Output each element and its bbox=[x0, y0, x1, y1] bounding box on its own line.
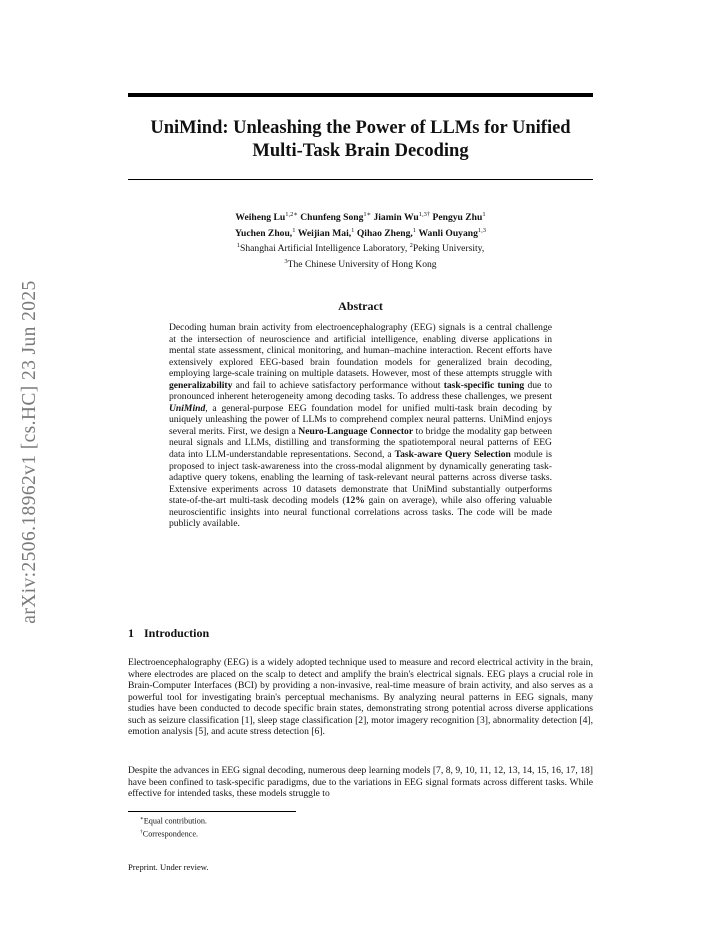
author-affiliation-sup: 1,3 bbox=[477, 226, 487, 234]
author-affiliation-sup: 1 bbox=[412, 226, 417, 234]
footnotes bbox=[140, 814, 207, 839]
abstract-text: and fail to achieve satisfactory performance without bbox=[232, 379, 444, 391]
affiliation-sup: 2 bbox=[409, 242, 413, 250]
affiliation-sup: 1 bbox=[236, 242, 241, 250]
author-note-mark: ∗ bbox=[293, 211, 298, 218]
affiliation-text: Peking University, bbox=[412, 243, 485, 255]
abstract-heading: Abstract bbox=[338, 299, 383, 313]
arxiv-identifier-text: arXiv:2506.18962v1 [cs.HC] 23 Jun 2025 bbox=[19, 280, 40, 624]
author-affiliation-sup: 1,2 bbox=[285, 211, 294, 218]
abstract-text: to bridge the modality gap between neural signals and LLMs, distilling and transforming the spatiotemporal neural patterns of EEG data into LLM-understandable representations. Second, a bbox=[169, 425, 552, 461]
section-title: Introduction bbox=[144, 626, 210, 640]
abstract-emphasis: 12% bbox=[345, 495, 365, 507]
author-line-2 bbox=[128, 225, 593, 241]
footnote-text: Equal contribution. bbox=[143, 816, 207, 826]
author-name: Weiheng Lu bbox=[235, 212, 286, 224]
title-line-1: UniMind: Unleashing the Power of LLMs for Unified bbox=[150, 118, 571, 138]
abstract-text: gain on average), while also offering valuable neuroscientific insights into neural functional correlations across tasks. The code will be made publicly available. bbox=[169, 495, 552, 530]
author-affiliation-sup: 1 bbox=[363, 211, 367, 218]
author-name: Yuchen Zhou, bbox=[234, 227, 293, 239]
title-top-rule bbox=[128, 93, 593, 97]
affiliation-sup: 3 bbox=[284, 258, 288, 266]
author-affiliation-sup: 1,3 bbox=[418, 211, 427, 218]
affiliation-line-2 bbox=[128, 256, 593, 272]
author-name: Chunfeng Song bbox=[300, 212, 364, 224]
footnote bbox=[140, 814, 207, 827]
author-note-mark: ∗ bbox=[366, 211, 372, 218]
footnote-mark: † bbox=[140, 828, 143, 835]
footnote-text: Correspondence. bbox=[142, 829, 198, 839]
author-line-1 bbox=[128, 209, 593, 225]
author-name: Qihao Zheng, bbox=[356, 227, 413, 239]
intro-paragraph-1: Electroencephalography (EEG) is a widely adopted technique used to measure and record electrical activity in the brain, where electrodes are placed on the scalp to detect and amplify the brain's electrical signals. EEG plays a crucial role in Brain-Computer Interfaces (BCI) by providing a non-invasive, real-time measure of brain activity, and also serves as a powerful tool for investigating brain's perceptual mechanisms. By analyzing neural patterns in EEG signals, many studies have been conducted to decode specific brain states, demonstrating strong potential across diverse applications such as seizure classification [1], sleep stage classification [2], motor imagery recognition [3], abnormality detection [4], emotion analysis [5], and acute stress detection [6]. bbox=[128, 657, 593, 738]
author-affiliation-sup: 1 bbox=[482, 211, 486, 218]
affiliation-text: The Chinese University of Hong Kong bbox=[287, 259, 437, 271]
title-bottom-rule bbox=[128, 179, 593, 180]
abstract-model-name: UniMind bbox=[169, 402, 206, 414]
abstract-emphasis: Task-aware Query Selection bbox=[394, 449, 511, 461]
footnote-mark: ∗ bbox=[140, 816, 144, 822]
abstract-body bbox=[169, 322, 552, 530]
author-affiliation-sup: 1 bbox=[292, 226, 296, 234]
affiliation-text: Shanghai Artificial Intelligence Laboratory, bbox=[240, 243, 410, 255]
paper-title bbox=[128, 117, 593, 163]
author-name: Jiamin Wu bbox=[373, 212, 419, 224]
footnote bbox=[140, 827, 207, 840]
abstract-emphasis: Neuro-Language Connector bbox=[298, 425, 414, 437]
abstract-text: module is proposed to inject task-awareness into the cross-modal alignment by dynamically generating task-adaptive query tokens, enabling the learning of task-relevant neural patterns across diverse tasks. Extensive experiments across 10 datasets demonstrate that UniMind substantially outperforms state-of-the-art multi-task decoding models ( bbox=[169, 449, 552, 507]
abstract-text: Decoding human brain activity from electroencephalography (EEG) signals is a central challenge at the intersection of neuroscience and artificial intelligence, enabling diverse applications in mental state assessment, clinical monitoring, and human–machine interaction. Recent efforts have extensively explored EEG-based brain foundation models for generalized brain decoding, employing large-scale training on multiple datasets. However, most of these attempts struggle with bbox=[169, 322, 552, 380]
author-affiliation-sup: 1 bbox=[351, 226, 355, 234]
section-heading-introduction bbox=[128, 626, 209, 641]
intro-paragraph-2: Despite the advances in EEG signal decoding, numerous deep learning models [7, 8, 9, 10, 11, 12, 13, 14, 15, 16, 17, 18] have been confined to task-specific paradigms, due to the variations in EEG signal formats across different tasks. While effective for intended tasks, these models struggle to bbox=[128, 765, 593, 800]
footnote-rule bbox=[128, 811, 296, 812]
author-name: Pengyu Zhu bbox=[432, 212, 483, 224]
author-name: Wanli Ouyang bbox=[418, 227, 478, 239]
abstract-emphasis: task-specific tuning bbox=[443, 379, 525, 391]
author-note-mark: † bbox=[426, 211, 431, 218]
affiliation-line-1 bbox=[128, 240, 593, 256]
author-block bbox=[128, 209, 593, 272]
abstract-text: , a general-purpose EEG foundation model for unified multi-task brain decoding by uniquely unleashing the power of LLMs to comprehend complex neural patterns. UniMind enjoys several merits. First, we design a bbox=[169, 402, 552, 437]
title-line-2: Multi-Task Brain Decoding bbox=[252, 141, 469, 161]
abstract-text: due to pronounced inherent heterogeneity among decoding tasks. To address these challenges, we present bbox=[169, 379, 552, 403]
section-number: 1 bbox=[128, 626, 134, 640]
abstract-emphasis: generalizability bbox=[169, 379, 233, 391]
preprint-note: Preprint. Under review. bbox=[128, 862, 209, 872]
arxiv-identifier bbox=[4, 262, 56, 642]
author-name: Weijian Mai, bbox=[297, 227, 352, 239]
